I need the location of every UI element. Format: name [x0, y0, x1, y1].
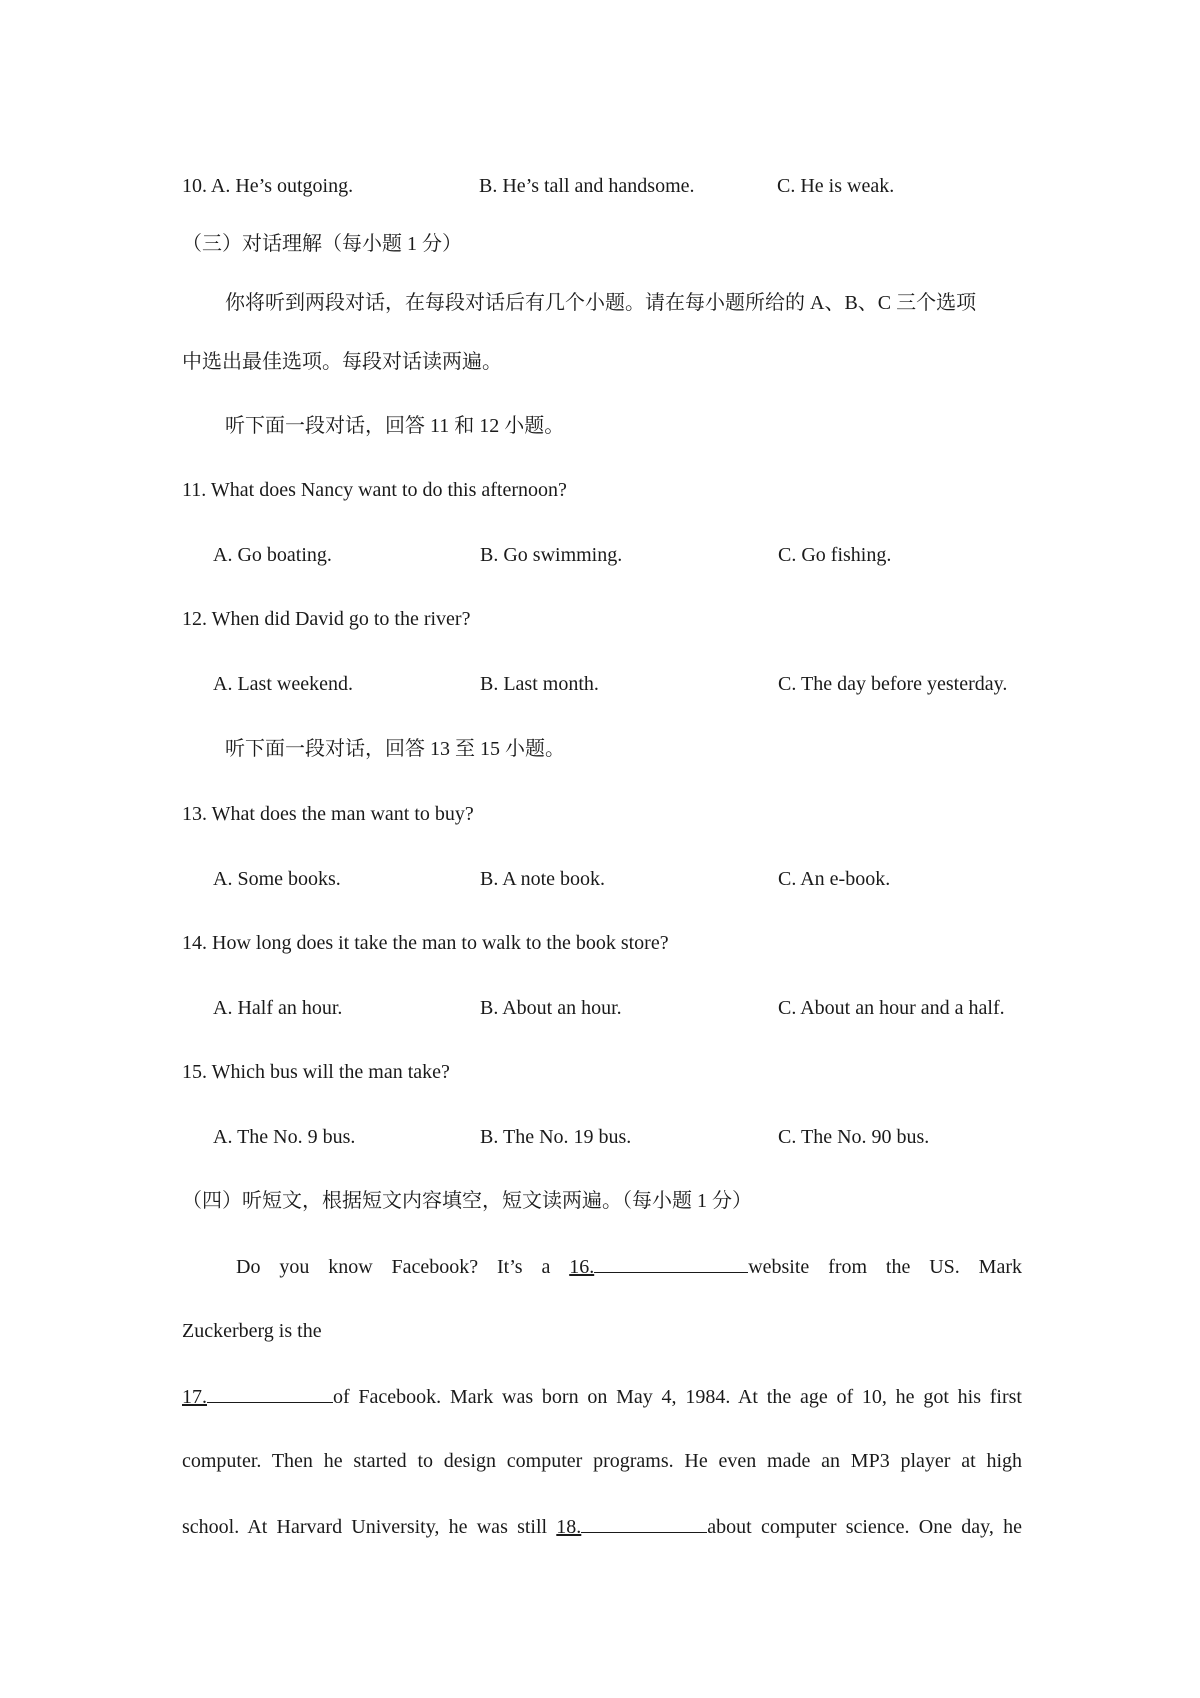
q13-option-a: A. Some books. [213, 868, 341, 890]
dialog2-intro: 听下面一段对话，回答 13 至 15 小题。 [225, 738, 565, 760]
q11-option-a: A. Go boating. [213, 544, 332, 566]
q15-option-a: A. The No. 9 bus. [213, 1126, 356, 1148]
q10-option-c: C. He is weak. [777, 175, 895, 197]
passage-line-4: computer. Then he started to design computer programs. He even made an MP3 player at high [182, 1450, 1022, 1472]
q13-option-c: C. An e-book. [778, 868, 891, 890]
q10-option-a: 10. A. He’s outgoing. [182, 175, 354, 197]
passage-text: of Facebook. Mark was born on May 4, 1984. At the age of 10, he got his first [333, 1386, 1022, 1408]
blank-16-line [594, 1252, 748, 1273]
blank-17-number: 17. [182, 1386, 207, 1408]
blank-16-number: 16. [569, 1256, 595, 1278]
q10-option-b: B. He’s tall and handsome. [479, 175, 695, 197]
passage-line-3 [182, 1382, 1022, 1411]
q15-option-b: B. The No. 19 bus. [480, 1126, 632, 1148]
q14-question: 14. How long does it take the man to walk to the book store? [182, 932, 669, 954]
blank-18-number: 18. [556, 1516, 582, 1538]
q11-question: 11. What does Nancy want to do this afternoon? [182, 479, 567, 501]
passage-text: website from the US. Mark [748, 1256, 1022, 1278]
q12-question: 12. When did David go to the river? [182, 608, 471, 630]
passage-line-2: Zuckerberg is the [182, 1320, 322, 1342]
dialog1-intro: 听下面一段对话，回答 11 和 12 小题。 [225, 415, 565, 437]
q11-option-b: B. Go swimming. [480, 544, 623, 566]
q12-option-b: B. Last month. [480, 673, 599, 695]
q15-question: 15. Which bus will the man take? [182, 1061, 450, 1083]
blank-17-line [207, 1382, 333, 1403]
q13-option-b: B. A note book. [480, 868, 606, 890]
passage-line-5 [182, 1512, 1022, 1541]
q13-question: 13. What does the man want to buy? [182, 803, 474, 825]
section3-heading: （三）对话理解（每小题 1 分） [182, 233, 462, 255]
section3-instruction-line1: 你将听到两段对话，在每段对话后有几个小题。请在每小题所给的 A、B、C 三个选项 [225, 292, 977, 314]
passage-text: Do you know Facebook? It’s a [236, 1256, 570, 1278]
q12-option-a: A. Last weekend. [213, 673, 353, 695]
q11-option-c: C. Go fishing. [778, 544, 892, 566]
passage-text: about computer science. One day, he [707, 1516, 1022, 1538]
passage-text: school. At Harvard University, he was still [182, 1516, 557, 1538]
q15-option-c: C. The No. 90 bus. [778, 1126, 930, 1148]
q12-option-c: C. The day before yesterday. [778, 673, 1008, 695]
q14-option-b: B. About an hour. [480, 997, 622, 1019]
section3-instruction-line2: 中选出最佳选项。每段对话读两遍。 [182, 351, 502, 373]
blank-18-line [581, 1512, 707, 1533]
q14-option-a: A. Half an hour. [213, 997, 343, 1019]
q14-option-c: C. About an hour and a half. [778, 997, 1005, 1019]
passage-line-1 [236, 1252, 1022, 1281]
section4-heading: （四）听短文，根据短文内容填空，短文读两遍。（每小题 1 分） [182, 1190, 752, 1212]
